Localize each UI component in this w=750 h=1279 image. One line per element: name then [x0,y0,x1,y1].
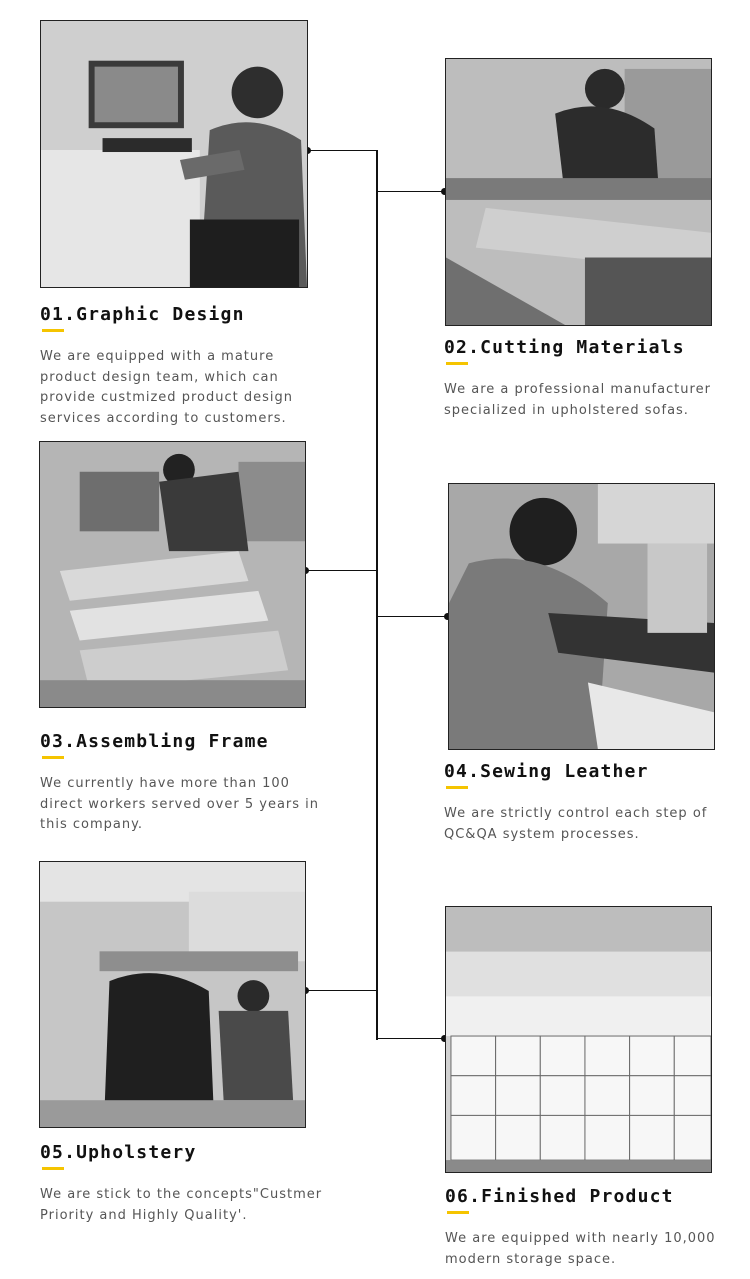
upholstery-photo [39,861,306,1128]
connector-06 [376,1038,446,1039]
step-01-title: 01.Graphic Design [40,304,245,325]
step-02-accent [446,362,468,365]
step-02-title: 02.Cutting Materials [444,337,685,358]
connector-02 [376,191,446,192]
step-06-title: 06.Finished Product [445,1186,674,1207]
step-05-accent [42,1167,64,1170]
step-05-title: 05.Upholstery [40,1142,197,1163]
connector-03 [306,570,377,571]
frame-assembly-photo [39,441,306,708]
step-04-title: 04.Sewing Leather [444,761,649,782]
warehouse-boxes-photo [445,906,712,1173]
cutting-wood-photo [445,58,712,326]
step-01-desc: We are equipped with a mature product design team, which can provide custmized product design services according to customers. [40,349,293,426]
step-04-desc: We are strictly control each step of QC&QA system processes. [444,806,708,842]
step-04-accent [446,786,468,789]
step-05-desc: We are stick to the concepts"Custmer Priority and Highly Quality'. [40,1187,323,1223]
step-03-desc: We currently have more than 100 direct workers served over 5 years in this company. [40,776,320,832]
step-03-title: 03.Assembling Frame [40,731,269,752]
timeline-spine [376,150,378,1040]
designer-at-computer-photo [40,20,308,288]
step-03-accent [42,756,64,759]
connector-05 [306,990,377,991]
step-06-accent [447,1211,469,1214]
step-01-accent [42,329,64,332]
sewing-photo [448,483,715,750]
connector-04 [376,616,449,617]
connector-01 [307,150,377,151]
step-06-desc: We are equipped with nearly 10,000 modern storage space. [445,1231,716,1267]
step-02-desc: We are a professional manufacturer specialized in upholstered sofas. [444,382,711,418]
